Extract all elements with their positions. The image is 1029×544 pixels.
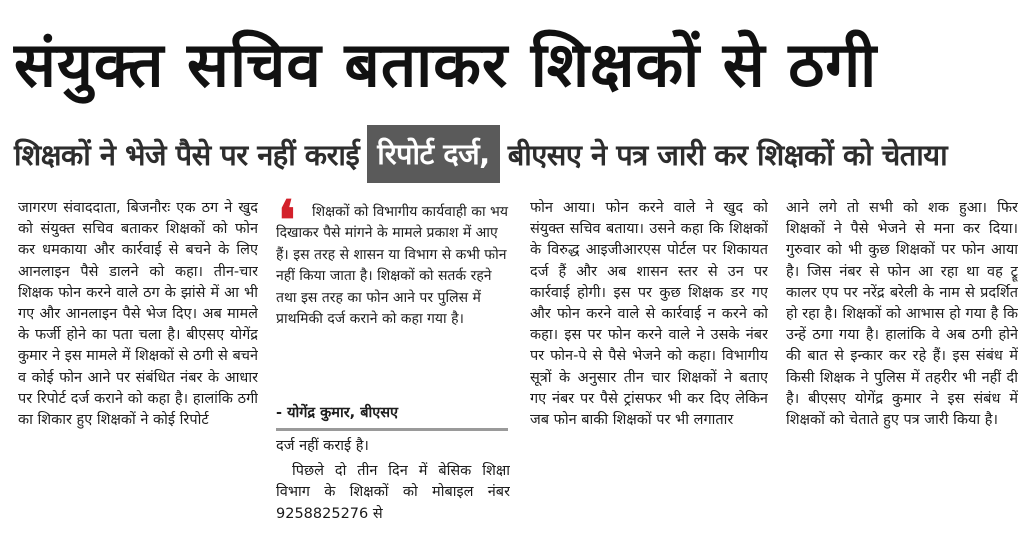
subheadline xyxy=(14,125,1019,183)
quote-attribution: - योगेंद्र कुमार, बीएसए xyxy=(276,405,399,421)
column-2-line: दर्ज नहीं कराई है। xyxy=(276,438,369,454)
column-4-text: आने लगे तो सभी को शक हुआ। फिर शिक्षकों ने पैसे भेजने से मना कर दिया। गुरुवार को भी कुछ शिक्षकों पर फोन आया है। जिस नंबर से फोन आ रहा था वह ट्रू कालर एप पर नरेंद्र बरेली के नाम से प्रदर्शित हो रहा है। शिक्षकों को आभास हो गया है कि उन्हें ठगा गया है। हालांकि वे अब ठगी होने की बात से इन्कार कर रहे हैं। इस संबंध में किसी शिक्षक ने पुलिस में तहरीर भी नहीं दी है। बीएसए योगेंद्र कुमार ने इस संबंध में शिक्षकों को चेताते हुए पत्र जारी किया है। xyxy=(786,200,1018,429)
article-column-4 xyxy=(786,198,1018,540)
article-column-2 xyxy=(276,436,510,540)
quote-mark-icon: ❛ xyxy=(278,198,296,252)
pull-quote xyxy=(276,198,510,430)
article-column-3 xyxy=(530,198,768,540)
subheadline-highlight: रिपोर्ट दर्ज, xyxy=(367,125,500,183)
subheadline-part2: बीएसए ने पत्र जारी कर शिक्षकों को चेताया xyxy=(507,137,948,172)
column-1-text: जागरण संवाददाता, बिजनौरः एक ठग ने खुद को संयुक्त सचिव बताकर शिक्षकों को फोन कर धमकाया और कार्रवाई से बचने के लिए आनलाइन पैसे डालने को कहा। तीन-चार शिक्षक फोन करने वाले ठग के झांसे में आ भी गए और आनलाइन पैसे भेज दिए। अब मामले के फर्जी होने का पता चला है। बीएसए योगेंद्र कुमार ने इस मामले में शिक्षकों से ठगी से बचने व कोई फोन आने पर संबंधित नंबर के आधार पर रिपोर्ट दर्ज कराने को कहा है। हालांकि ठगी का शिकार हुए शिक्षकों ने कोई रिपोर्ट xyxy=(18,200,258,429)
column-2-paragraph: पिछले दो तीन दिन में बेसिक शिक्षा विभाग के शिक्षकों को मोबाइल नंबर 9258825276 से xyxy=(276,463,510,522)
quote-text: शिक्षकों को विभागीय कार्यवाही का भय दिखाकर पैसे मांगने के मामले प्रकाश में आए हैं। इस तरह से शासन या विभाग से कभी फोन नहीं किया जाता है। शिक्षकों को सतर्क रहने तथा इस तरह का फोन आने पर पुलिस में प्राथमिकी दर्ज कराने को कहा गया है। xyxy=(276,204,509,328)
column-3-text: फोन आया। फोन करने वाले ने खुद को संयुक्त सचिव बताया। उसने कहा कि शिक्षकों के विरुद्ध आइजीआरएस पोर्टल पर शिकायत दर्ज हैं और अब शासन स्तर से उन पर कार्रवाई होगी। इस पर कुछ शिक्षक डर गए और फोन करने वाले से कार्रवाई न करने को कहा। इस पर फोन करने वाले ने उसके नंबर पर फोन-पे से पैसे भेजने को कहा। विभागीय सूत्रों के अनुसार तीन चार शिक्षकों ने बताए गए नंबर पर पैसे ट्रांसफर भी कर दिए लेकिन जब फोन बाकी शिक्षकों पर भी लगातार xyxy=(530,200,768,429)
article-column-1 xyxy=(18,198,258,540)
quote-divider xyxy=(276,428,508,431)
subheadline-part1: शिक्षकों ने भेजे पैसे पर नहीं कराई xyxy=(14,137,360,172)
headline: संयुक्त सचिव बताकर शिक्षकों से ठगी xyxy=(14,28,878,101)
